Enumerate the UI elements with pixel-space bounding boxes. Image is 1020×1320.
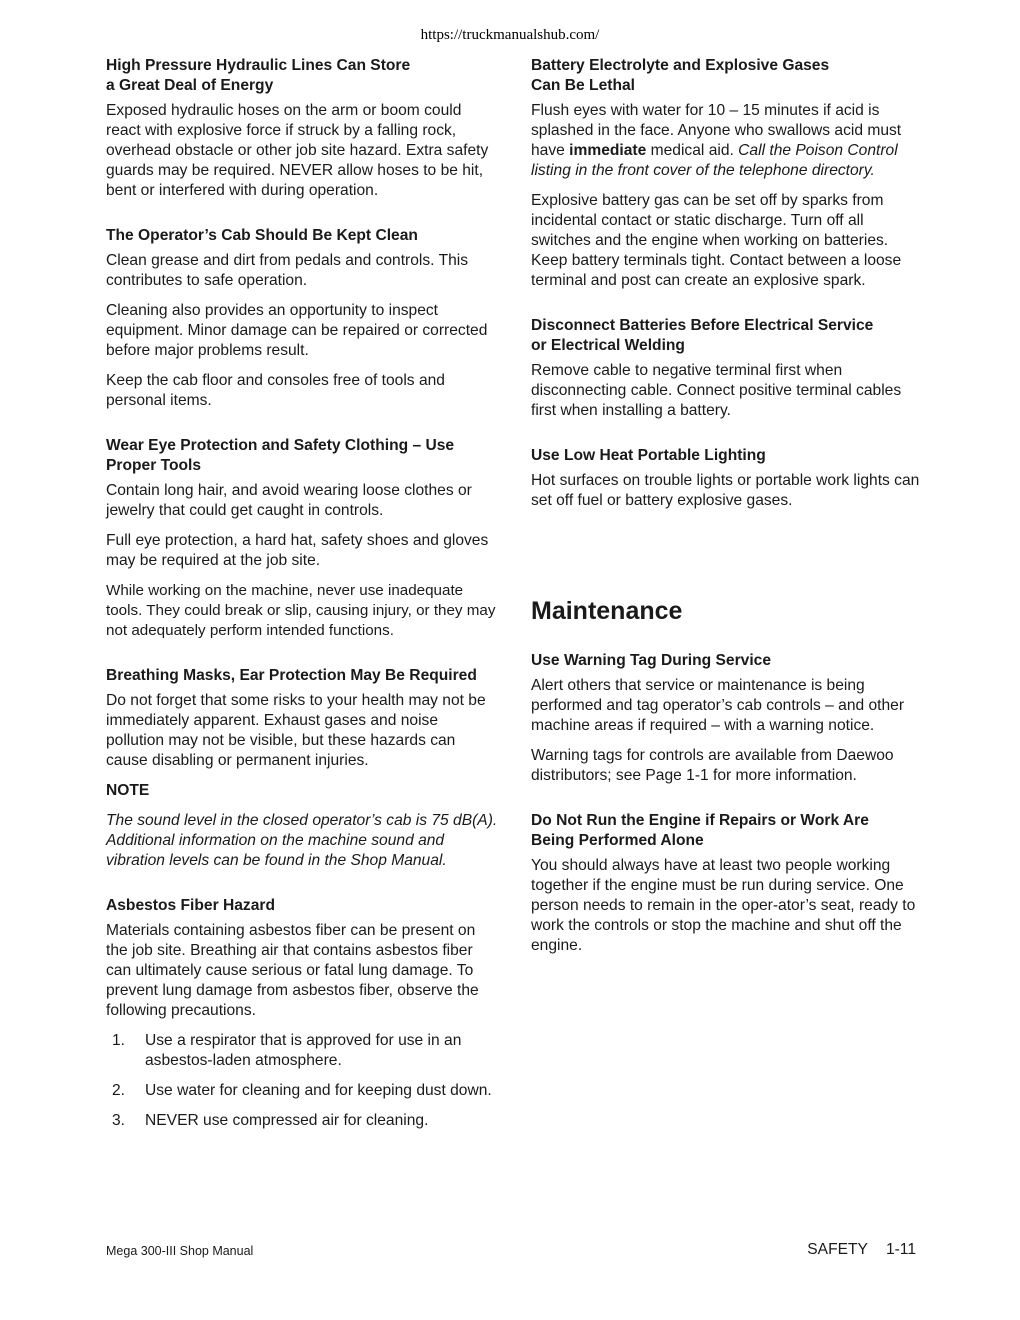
heading-line: Do Not Run the Engine if Repairs or Work Are	[531, 812, 869, 829]
heading-line: Can Be Lethal	[531, 77, 635, 94]
paragraph: You should always have at least two people working together if the engine must be run during service. One person needs to remain in the oper-ator’s seat, ready to work the controls or stop the machine and shut off the engine.	[531, 857, 916, 954]
precautions-list	[106, 1031, 498, 1131]
list-item	[106, 1111, 498, 1131]
section-eye-protection	[106, 436, 498, 641]
footer-page-number: 1-11	[885, 1241, 916, 1258]
heading-line: or Electrical Welding	[531, 337, 685, 354]
paragraph: Alert others that service or maintenance is being performed and tag operator’s cab controls – and other machine areas if required – with a warning notice.	[531, 677, 905, 734]
section-cab-clean	[106, 226, 498, 411]
section-disconnect-batteries	[531, 316, 923, 421]
section-heading: Breathing Masks, Ear Protection May Be Required	[106, 667, 477, 684]
heading-line: Disconnect Batteries Before Electrical Service	[531, 317, 874, 334]
paragraph: Remove cable to negative terminal first when disconnecting cable. Connect positive terminal cables first when installing a battery.	[531, 362, 902, 419]
footer-manual-title: Mega 300-III Shop Manual	[106, 1244, 254, 1258]
section-heading: Use Warning Tag During Service	[531, 652, 772, 669]
note-text: The sound level in the closed operator’s cab is 75 dB(A). Additional information on the machine sound and vibration levels can be found in the Shop Manual.	[106, 812, 498, 869]
section-asbestos	[106, 896, 498, 1131]
list-item	[106, 1031, 498, 1071]
list-number: 3.	[112, 1112, 126, 1129]
footer-section: SAFETY	[807, 1241, 868, 1258]
left-column	[106, 56, 498, 1141]
bold-text: immediate	[569, 142, 647, 159]
heading-line: Being Performed Alone	[531, 832, 704, 849]
paragraph: Cleaning also provides an opportunity to inspect equipment. Minor damage can be repaired or corrected before major problems result.	[106, 302, 488, 359]
section-heading	[531, 811, 923, 851]
list-text: Use water for cleaning and for keeping dust down.	[145, 1082, 492, 1099]
text-run: Flush eyes with water for 10 – 15 minutes if acid is splashed in the face. Anyone who swallows acid must have	[531, 102, 902, 159]
italic-text: Call the Poison Control listing in the front cover of the telephone directory.	[531, 142, 898, 179]
paragraph: Materials containing asbestos fiber can be present on the job site. Breathing air that contains asbestos fiber can ultimately cause serious or fatal lung damage. To prevent lung damage from asbestos fiber, observe the following precautions.	[106, 922, 479, 1019]
section-heading: Asbestos Fiber Hazard	[106, 897, 275, 914]
heading-line: High Pressure Hydraulic Lines Can Store	[106, 57, 411, 74]
section-breathing-masks	[106, 666, 498, 871]
paragraph: While working on the machine, never use inadequate tools. They could break or slip, causing injury, or they may not adequately perform intended functions.	[106, 582, 496, 639]
section-heading: Use Low Heat Portable Lighting	[531, 447, 766, 464]
heading-line: Battery Electrolyte and Explosive Gases	[531, 57, 830, 74]
paragraph: Contain long hair, and avoid wearing loose clothes or jewelry that could get caught in controls.	[106, 482, 472, 519]
section-battery-electrolyte	[531, 56, 923, 291]
paragraph: Exposed hydraulic hoses on the arm or boom could react with explosive force if struck by a falling rock, overhead obstacle or other job site hazard. Extra safety guards may be required. NEVER allow hoses to be hit, bent or interfered with during operation.	[106, 102, 489, 199]
section-heading	[531, 316, 923, 356]
list-item	[106, 1081, 498, 1101]
section-low-heat-lighting	[531, 446, 923, 511]
list-number: 2.	[112, 1082, 126, 1099]
section-heading: The Operator’s Cab Should Be Kept Clean	[106, 227, 418, 244]
footer-page-info	[807, 1241, 916, 1259]
paragraph: Hot surfaces on trouble lights or portable work lights can set off fuel or battery explosive gases.	[531, 472, 920, 509]
paragraph: Do not forget that some risks to your health may not be immediately apparent. Exhaust gases and noise pollution may not be visible, but these hazards can cause disabling or permanent injuries.	[106, 692, 486, 769]
right-column	[531, 56, 923, 966]
section-heading	[531, 56, 923, 96]
paragraph: Explosive battery gas can be set off by sparks from incidental contact or static discharge. Turn off all switches and the engine when working on batteries. Keep battery terminals tight. Contact between a loose terminal and post can create an explosive spark.	[531, 192, 902, 289]
note-heading: NOTE	[106, 782, 150, 799]
section-heading: Wear Eye Protection and Safety Clothing – Use Proper Tools	[106, 437, 455, 474]
paragraph	[531, 101, 923, 181]
heading-line: a Great Deal of Energy	[106, 77, 274, 94]
paragraph: Full eye protection, a hard hat, safety shoes and gloves may be required at the job site.	[106, 532, 489, 569]
section-run-engine-alone	[531, 811, 923, 956]
list-number: 1.	[112, 1032, 126, 1049]
section-heading	[106, 56, 498, 96]
source-url: https://truckmanualshub.com/	[420, 27, 600, 43]
maintenance-heading: Maintenance	[531, 597, 683, 625]
paragraph: Keep the cab floor and consoles free of tools and personal items.	[106, 372, 445, 409]
text-run: medical aid.	[646, 142, 739, 159]
list-text: Use a respirator that is approved for use in an asbestos-laden atmosphere.	[145, 1032, 462, 1069]
list-text: NEVER use compressed air for cleaning.	[145, 1112, 429, 1129]
paragraph: Clean grease and dirt from pedals and controls. This contributes to safe operation.	[106, 252, 469, 289]
section-warning-tag	[531, 651, 923, 786]
paragraph: Warning tags for controls are available from Daewoo distributors; see Page 1-1 for more information.	[531, 747, 894, 784]
section-hydraulic-lines	[106, 56, 498, 201]
